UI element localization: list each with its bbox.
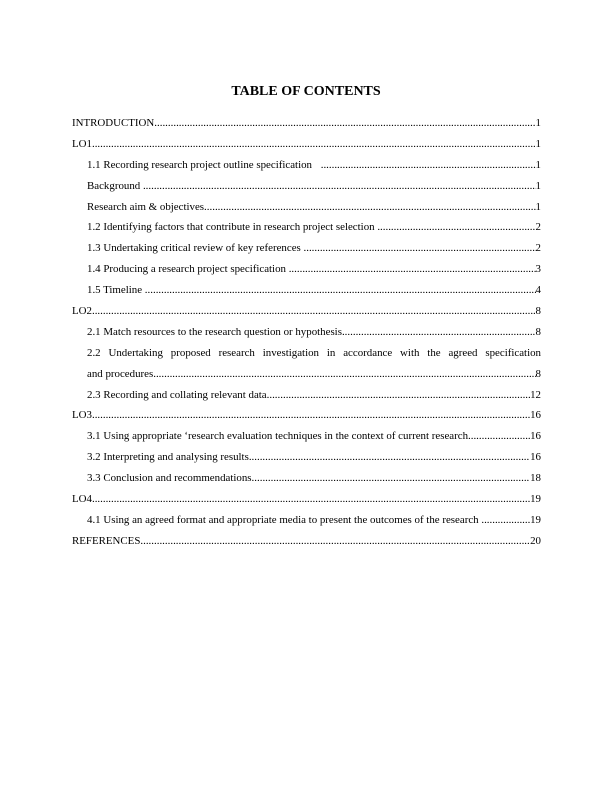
toc-entry-4-1[interactable] bbox=[72, 510, 541, 531]
toc-entry-label: LO1 bbox=[72, 137, 92, 150]
toc-entry-label: 2.3 Recording and collating relevant data bbox=[87, 388, 267, 401]
toc-entry-label: 3.3 Conclusion and recommendations bbox=[87, 472, 252, 485]
toc-entry-references[interactable] bbox=[72, 531, 541, 552]
toc-leader-dots bbox=[377, 217, 535, 238]
toc-leader-dots bbox=[267, 385, 530, 406]
toc-page-number: 2 bbox=[535, 242, 541, 255]
toc-entry-label-line2 bbox=[87, 364, 541, 385]
toc-leader-dots bbox=[249, 447, 530, 468]
toc-entry-label: 1.4 Producing a research project specification bbox=[87, 263, 289, 276]
page-title: TABLE OF CONTENTS bbox=[231, 84, 381, 99]
toc-leader-dots bbox=[342, 322, 536, 343]
table-of-contents bbox=[72, 113, 541, 552]
toc-leader-dots bbox=[92, 405, 530, 426]
toc-entry-1-4[interactable] bbox=[72, 259, 541, 280]
toc-entry-background[interactable] bbox=[72, 176, 541, 197]
toc-leader-dots bbox=[304, 238, 536, 259]
toc-entry-introduction[interactable] bbox=[72, 113, 541, 134]
toc-page-number: 1 bbox=[535, 158, 541, 171]
toc-entry-3-2[interactable] bbox=[72, 447, 541, 468]
toc-leader-dots bbox=[153, 364, 535, 385]
toc-page-number: 2 bbox=[535, 221, 541, 234]
toc-page-number: 19 bbox=[530, 513, 541, 526]
toc-entry-label: Background bbox=[87, 179, 143, 192]
toc-entry-lo3[interactable] bbox=[72, 405, 541, 426]
toc-page-number: 4 bbox=[535, 284, 541, 297]
toc-page-number: 1 bbox=[535, 117, 541, 129]
toc-entry-2-3[interactable] bbox=[72, 385, 541, 406]
toc-leader-dots bbox=[252, 468, 531, 489]
toc-entry-label: 3.1 Using appropriate ‘research evaluation techniques in the context of current research bbox=[87, 430, 469, 443]
toc-entry-3-3[interactable] bbox=[72, 468, 541, 489]
toc-entry-label: 1.3 Undertaking critical review of key references bbox=[87, 242, 304, 255]
toc-leader-dots bbox=[468, 426, 530, 447]
toc-entry-label: LO4 bbox=[72, 493, 92, 506]
toc-leader-dots bbox=[140, 531, 530, 552]
toc-entry-label: LO2 bbox=[72, 305, 92, 318]
toc-entry-2-2[interactable] bbox=[72, 343, 541, 385]
toc-entry-label: 2.2 Undertaking proposed research investigation in accordance with the agreed specification bbox=[87, 346, 541, 359]
toc-entry-1-1[interactable] bbox=[72, 155, 541, 176]
toc-leader-dots bbox=[289, 259, 536, 280]
toc-entry-label: Research aim & objectives bbox=[87, 200, 205, 213]
toc-entry-label: 1.2 Identifying factors that contribute in research project selection bbox=[87, 221, 378, 234]
toc-page-number: 1 bbox=[535, 137, 541, 150]
toc-entry-lo4[interactable] bbox=[72, 489, 541, 510]
toc-entry-label: and procedures bbox=[87, 367, 154, 380]
toc-leader-dots bbox=[204, 197, 536, 218]
toc-page-number: 20 bbox=[530, 534, 541, 547]
toc-leader-dots bbox=[315, 155, 536, 176]
toc-entry-label: 4.1 Using an agreed format and appropriate media to present the outcomes of the research bbox=[87, 513, 482, 526]
toc-entry-lo1[interactable] bbox=[72, 134, 541, 155]
toc-entry-1-2[interactable] bbox=[72, 217, 541, 238]
toc-entry-label: REFERENCES bbox=[72, 534, 141, 547]
toc-page-number: 1 bbox=[535, 200, 541, 213]
toc-page-number: 16 bbox=[530, 430, 541, 443]
toc-entry-label: 1.5 Timeline bbox=[87, 284, 145, 297]
toc-entry-label: LO3 bbox=[72, 409, 92, 422]
toc-leader-dots bbox=[143, 176, 536, 197]
toc-entry-3-1[interactable] bbox=[72, 426, 541, 447]
toc-entry-2-1[interactable] bbox=[72, 322, 541, 343]
toc-leader-dots bbox=[92, 489, 530, 510]
toc-page-number: 8 bbox=[535, 305, 541, 318]
toc-leader-dots bbox=[92, 301, 536, 322]
toc-page-number: 16 bbox=[530, 409, 541, 422]
toc-leader-dots bbox=[145, 280, 536, 301]
toc-leader-dots bbox=[92, 134, 536, 155]
toc-leader-dots bbox=[481, 510, 530, 531]
toc-page-number: 3 bbox=[535, 263, 541, 276]
toc-entry-label: INTRODUCTION bbox=[72, 117, 155, 129]
toc-page-number: 8 bbox=[535, 325, 541, 338]
toc-entry-1-5[interactable] bbox=[72, 280, 541, 301]
toc-leader-dots bbox=[154, 113, 535, 134]
toc-entry-label: 1.1 Recording research project outline specification bbox=[87, 158, 315, 171]
toc-page-number: 19 bbox=[530, 493, 541, 506]
toc-page-number: 8 bbox=[535, 367, 541, 380]
toc-page-number: 16 bbox=[530, 451, 541, 464]
toc-entry-lo2[interactable] bbox=[72, 301, 541, 322]
toc-page-number: 18 bbox=[530, 472, 541, 485]
toc-entry-label-line1 bbox=[87, 343, 541, 364]
toc-entry-1-3[interactable] bbox=[72, 238, 541, 259]
toc-entry-label: 2.1 Match resources to the research question or hypothesis bbox=[87, 325, 342, 338]
toc-page-number: 12 bbox=[530, 388, 541, 401]
toc-entry-label: 3.2 Interpreting and analysing results bbox=[87, 451, 249, 464]
toc-entry-research-aim[interactable] bbox=[72, 197, 541, 218]
toc-page-number: 1 bbox=[535, 179, 541, 192]
